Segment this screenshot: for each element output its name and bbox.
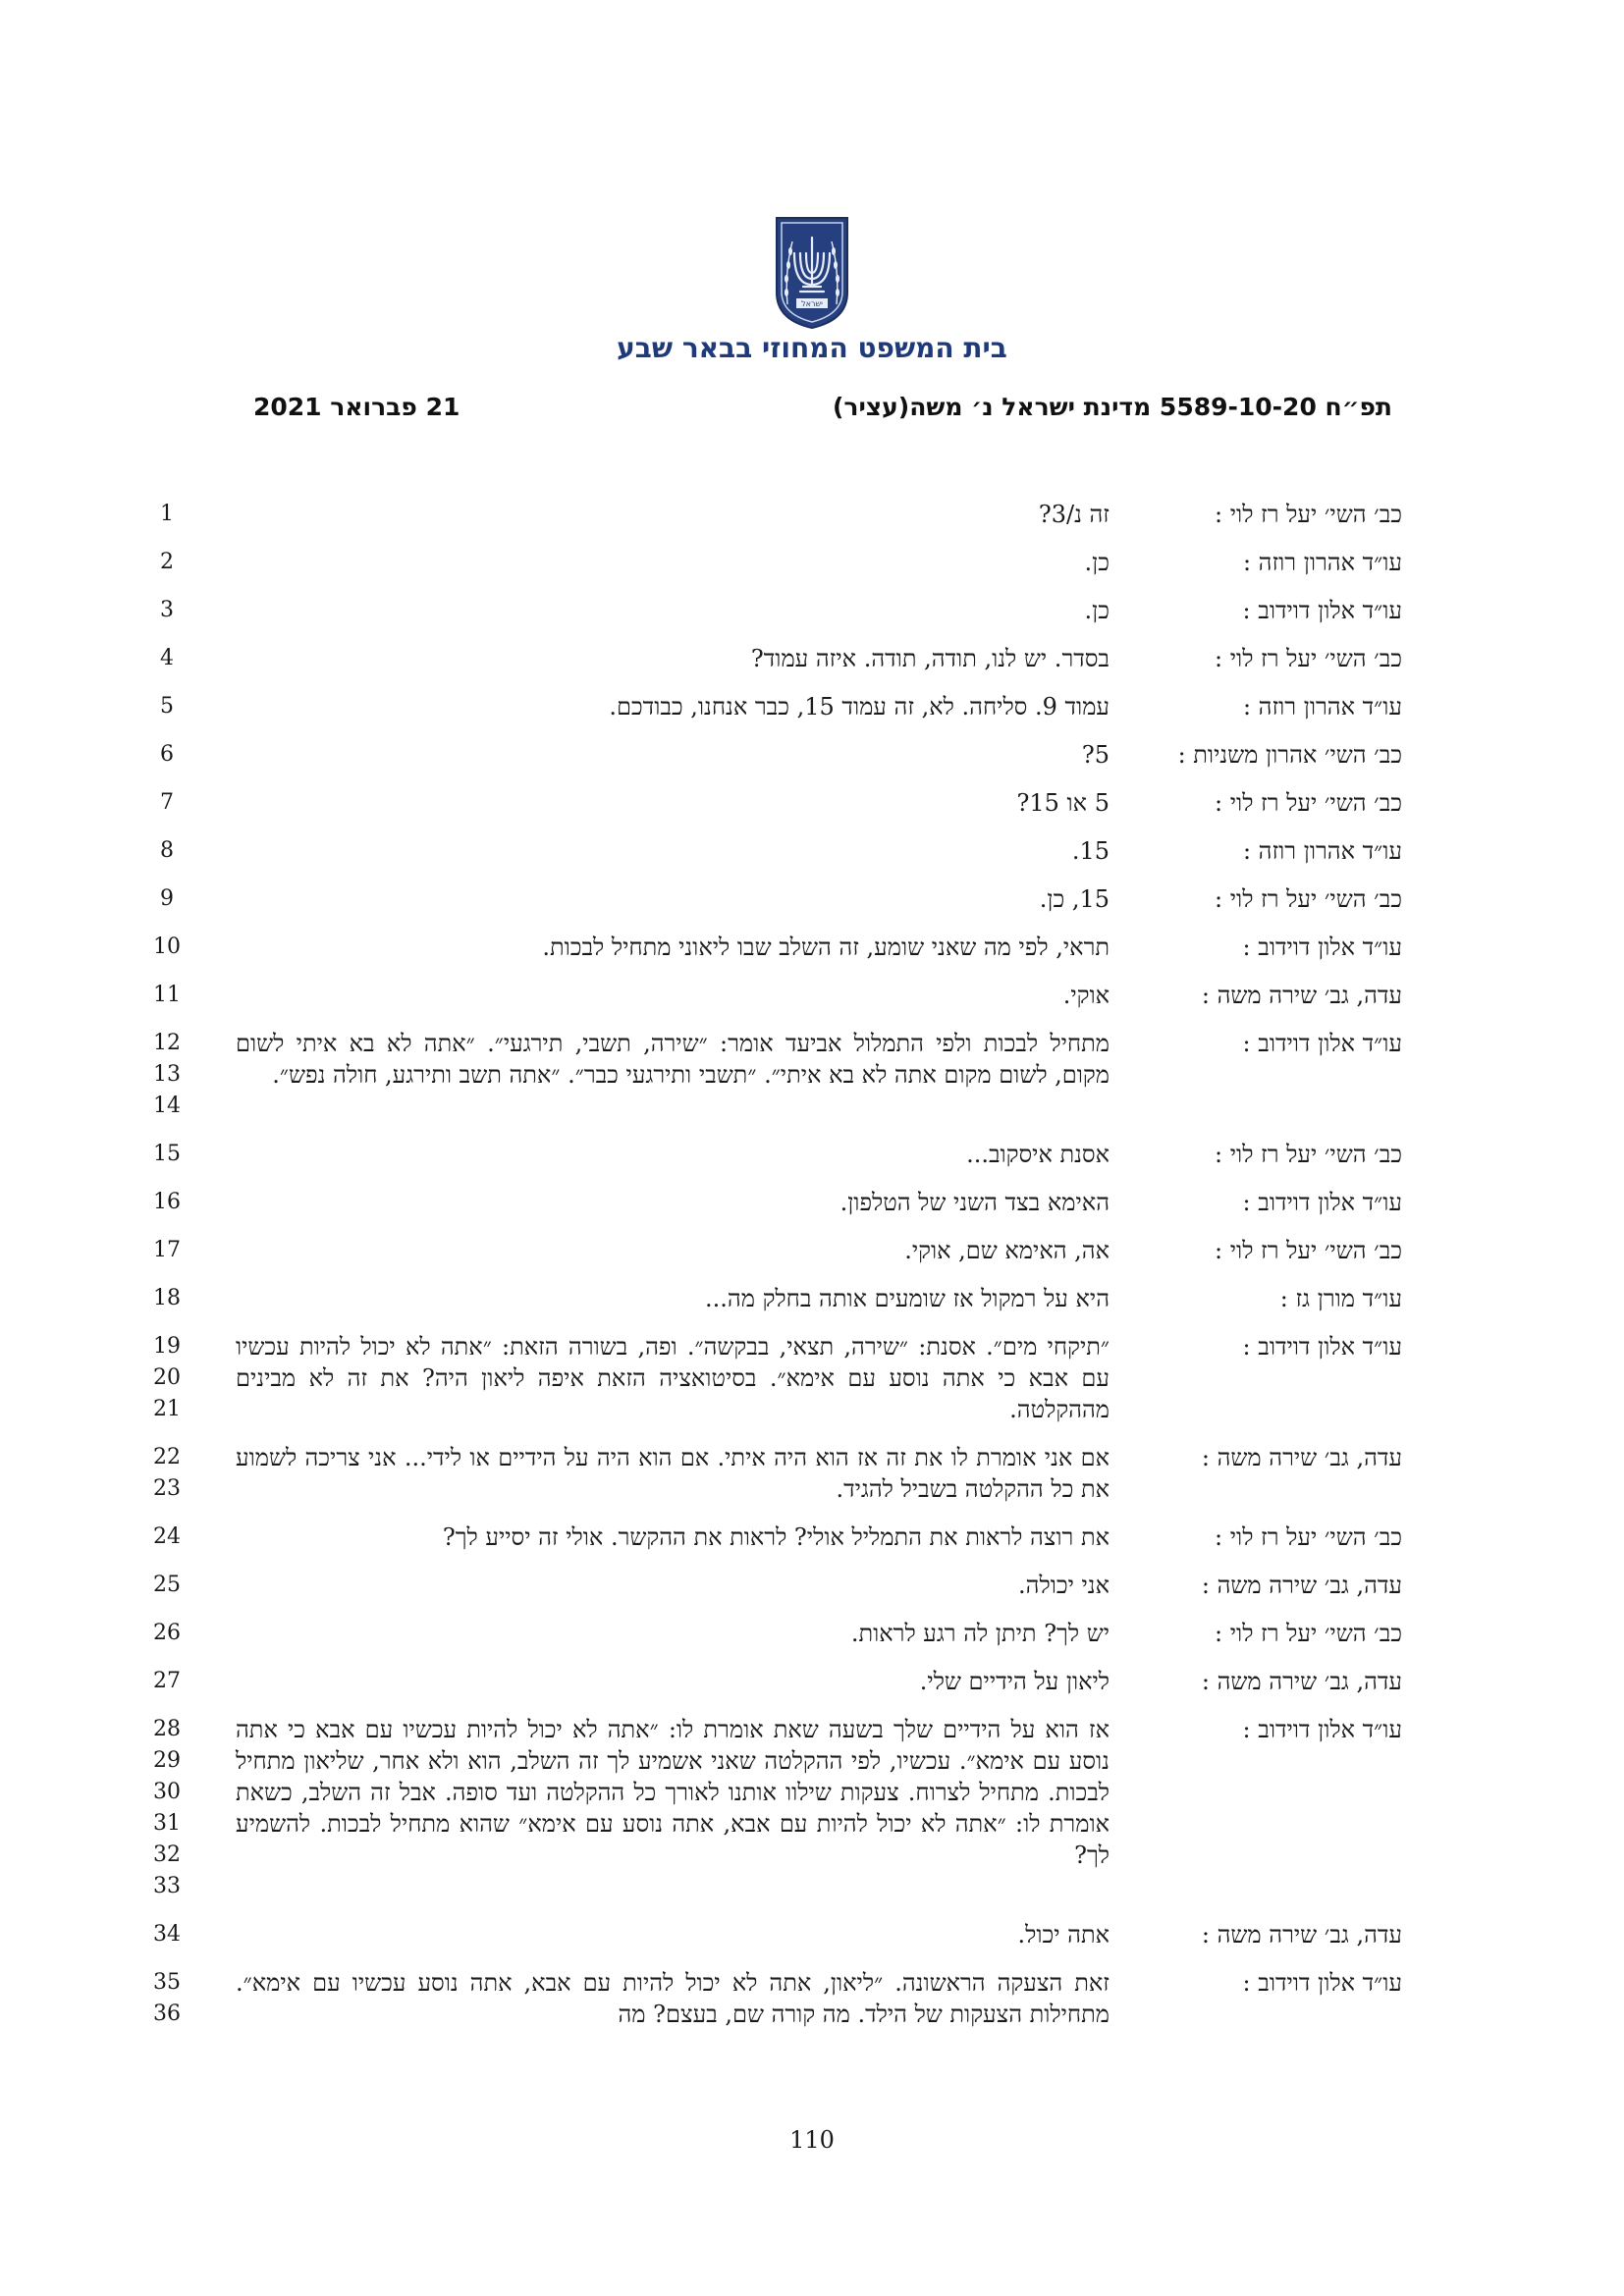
line-number: 20	[153, 1365, 181, 1390]
utterance-text: יש לך? תיתן לה רגע לראות.	[850, 1620, 1110, 1647]
transcript-entry	[0, 1522, 1624, 1553]
line-numbers	[147, 1442, 187, 1505]
line-numbers	[147, 1570, 187, 1601]
speaker-name: כב׳ השי׳ יעל רז לוי :	[1215, 645, 1402, 672]
speaker-name: כב׳ השי׳ יעל רז לוי :	[1215, 501, 1402, 528]
line-numbers	[147, 1139, 187, 1170]
line-numbers	[147, 499, 187, 530]
line-number: 35	[153, 1970, 181, 1995]
line-number: 12	[153, 1031, 181, 1055]
transcript-entry	[0, 499, 1624, 530]
utterance-text: 5?	[1081, 741, 1110, 769]
utterance-text: ליאון על הידיים שלי.	[919, 1668, 1110, 1695]
utterance-text: כן.	[1084, 597, 1110, 624]
speaker-name: עו״ד אלון דוידוב :	[1242, 1716, 1402, 1743]
line-number: 34	[153, 1922, 181, 1947]
utterance-text: זה נ/3?	[1038, 501, 1110, 528]
speaker-name: עדה, גב׳ שירה משה :	[1201, 1921, 1402, 1949]
speaker-name: עו״ד אלון דוידוב :	[1242, 1333, 1402, 1361]
transcript-entry	[0, 1714, 1624, 1902]
line-number: 36	[153, 2002, 181, 2026]
speaker-name: כב׳ השי׳ יעל רז לוי :	[1215, 885, 1402, 913]
speaker-name: כב׳ השי׳ יעל רז לוי :	[1215, 1141, 1402, 1168]
transcript-entry	[0, 932, 1624, 963]
transcript-entry	[0, 739, 1624, 771]
speaker-name: עדה, גב׳ שירה משה :	[1201, 1444, 1402, 1471]
transcript-entry	[0, 595, 1624, 626]
speaker-name: עו״ד אלון דוידוב :	[1242, 934, 1402, 961]
transcript-entry	[0, 787, 1624, 819]
utterance-text: כן.	[1084, 549, 1110, 576]
speaker-name: עדה, גב׳ שירה משה :	[1201, 1668, 1402, 1695]
line-number: 10	[153, 934, 181, 959]
line-number: 11	[153, 983, 181, 1007]
utterance-text: ״תיקחי מים״. אסנת: ״שירה, תצאי, בבקשה״. ופה, בשורה הזאת: ״אתה לא יכול להיות עכשיו עם אבא כי אתה נוסע עם אימא״. בסיטואציה הזאת איפה ליאון היה? את זה לא מבינים מההקלטה.	[236, 1333, 1110, 1423]
case-title: תפ״ח 5589-10-20 מדינת ישראל נ׳ משה(עציר)	[832, 393, 1392, 421]
line-numbers	[147, 739, 187, 771]
transcript-entry	[0, 980, 1624, 1011]
line-number: 8	[160, 838, 174, 863]
transcript-entry	[0, 1139, 1624, 1170]
transcript-entry	[0, 1283, 1624, 1314]
utterance-text: זאת הצעקה הראשונה. ״ליאון, אתה לא יכול להיות עם אבא, אתה נוסע עכשיו עם אימא״. מתחילות הצעקות של הילד. מה קורה שם, בעצם? מה	[236, 1969, 1110, 2028]
line-numbers	[147, 1919, 187, 1950]
line-numbers	[147, 691, 187, 722]
line-numbers	[147, 1028, 187, 1122]
line-numbers	[147, 1522, 187, 1553]
utterance-text: עמוד 9. סליחה. לא, זה עמוד 15, כבר אנחנו, כבודכם.	[609, 693, 1110, 721]
speaker-name: עדה, גב׳ שירה משה :	[1201, 1572, 1402, 1599]
utterance-text: האימא בצד השני של הטלפון.	[839, 1189, 1110, 1216]
utterance-text: היא על רמקול אז שומעים אותה בחלק מה...	[705, 1285, 1110, 1312]
line-number: 19	[153, 1334, 181, 1359]
line-number: 27	[153, 1669, 181, 1693]
line-numbers	[147, 1283, 187, 1314]
line-numbers	[147, 980, 187, 1011]
transcript-entry	[0, 883, 1624, 915]
transcript-entry	[0, 1442, 1624, 1505]
transcript-entry	[0, 1666, 1624, 1697]
court-name: בית המשפט המחוזי בבאר שבע	[617, 332, 1007, 364]
utterance-text: אוקי.	[1062, 982, 1110, 1009]
speaker-name: כב׳ השי׳ יעל רז לוי :	[1215, 1620, 1402, 1647]
transcript-entry	[0, 1235, 1624, 1266]
line-numbers	[147, 1618, 187, 1649]
speaker-name: כב׳ השי׳ יעל רז לוי :	[1215, 1237, 1402, 1264]
line-number: 31	[153, 1811, 181, 1836]
line-number: 9	[160, 886, 174, 911]
speaker-name: כב׳ השי׳ יעל רז לוי :	[1215, 1523, 1402, 1551]
hearing-date: 21 פברואר 2021	[253, 393, 460, 421]
transcript-entry	[0, 835, 1624, 867]
line-number: 30	[153, 1780, 181, 1804]
transcript-entry	[0, 1618, 1624, 1649]
line-numbers	[147, 1666, 187, 1697]
line-number: 5	[160, 694, 174, 719]
speaker-name: עו״ד אלון דוידוב :	[1242, 597, 1402, 624]
speaker-name: כב׳ השי׳ אהרון משניות :	[1177, 741, 1402, 769]
speaker-name: עו״ד מורן גז :	[1279, 1285, 1402, 1312]
line-numbers	[147, 1331, 187, 1425]
utterance-text: אה, האימא שם, אוקי.	[904, 1237, 1110, 1264]
line-numbers	[147, 595, 187, 626]
transcript-entry	[0, 1919, 1624, 1950]
line-number: 4	[160, 646, 174, 670]
line-number: 15	[153, 1142, 181, 1166]
line-number: 22	[153, 1445, 181, 1469]
line-number: 1	[160, 502, 174, 526]
speaker-name: עו״ד אהרון רוזה :	[1242, 549, 1402, 576]
line-number: 6	[160, 742, 174, 767]
transcript-entry	[0, 643, 1624, 674]
utterance-text: אם אני אומרת לו את זה אז הוא היה איתי. אם הוא היה על הידיים או לידי... אני צריכה לשמוע את כל ההקלטה בשביל להגיד.	[236, 1444, 1110, 1503]
line-numbers	[147, 835, 187, 867]
line-numbers	[147, 932, 187, 963]
utterance-text: 5 או 15?	[1016, 789, 1110, 817]
utterance-text: אסנת איסקוב...	[966, 1141, 1110, 1168]
line-number: 16	[153, 1190, 181, 1214]
transcript-entry	[0, 691, 1624, 722]
line-number: 18	[153, 1286, 181, 1310]
speaker-name: עו״ד אהרון רוזה :	[1242, 693, 1402, 721]
transcript-entry	[0, 1967, 1624, 2030]
line-number: 21	[153, 1397, 181, 1421]
line-number: 13	[153, 1062, 181, 1087]
page-number: 110	[789, 2126, 835, 2154]
line-number: 33	[153, 1874, 181, 1898]
utterance-text: תראי, לפי מה שאני שומע, זה השלב שבו ליאוני מתחיל לבכות.	[542, 934, 1110, 961]
line-number: 28	[153, 1717, 181, 1741]
utterance-text: 15.	[1071, 837, 1110, 865]
transcript-entry	[0, 1570, 1624, 1601]
line-numbers	[147, 643, 187, 674]
line-numbers	[147, 1187, 187, 1218]
state-emblem-icon	[773, 214, 851, 330]
line-numbers	[147, 787, 187, 819]
line-number: 26	[153, 1621, 181, 1645]
utterance-text: את רוצה לראות את התמליל אולי? לראות את ההקשר. אולי זה יסייע לך?	[442, 1523, 1110, 1551]
transcript-entry	[0, 1187, 1624, 1218]
line-number: 23	[153, 1476, 181, 1501]
speaker-name: עדה, גב׳ שירה משה :	[1201, 982, 1402, 1009]
transcript-entry	[0, 547, 1624, 578]
speaker-name: עו״ד אהרון רוזה :	[1242, 837, 1402, 865]
line-number: 14	[153, 1094, 181, 1118]
line-numbers	[147, 1714, 187, 1902]
line-number: 7	[160, 790, 174, 815]
utterance-text: בסדר. יש לנו, תודה, תודה. איזה עמוד?	[750, 645, 1110, 672]
line-number: 25	[153, 1573, 181, 1597]
utterance-text: אני יכולה.	[1018, 1572, 1110, 1599]
speaker-name: עו״ד אלון דוידוב :	[1242, 1030, 1402, 1057]
utterance-text: מתחיל לבכות ולפי התמלול אביעד אומר: ״שירה, תשבי, תירגעי״. ״אתה לא בא איתי לשום מקום, לשום מקום אתה לא בא איתי״. ״תשבי ותירגעי כבר״. ״אתה תשב ותירגע, חולה נפש״.	[236, 1030, 1110, 1089]
speaker-name: עו״ד אלון דוידוב :	[1242, 1189, 1402, 1216]
line-numbers	[147, 547, 187, 578]
line-number: 24	[153, 1524, 181, 1549]
line-numbers	[147, 883, 187, 915]
speaker-name: כב׳ השי׳ יעל רז לוי :	[1215, 789, 1402, 817]
line-number: 3	[160, 598, 174, 622]
line-number: 29	[153, 1748, 181, 1773]
emblem-text: ישראל	[801, 299, 823, 308]
line-number: 32	[153, 1842, 181, 1867]
transcript-entry	[0, 1028, 1624, 1122]
speaker-name: עו״ד אלון דוידוב :	[1242, 1969, 1402, 1997]
utterance-text: אתה יכול.	[1017, 1921, 1110, 1949]
line-numbers	[147, 1967, 187, 2030]
line-number: 17	[153, 1238, 181, 1262]
transcript-entry	[0, 1331, 1624, 1425]
utterance-text: אז הוא על הידיים שלך בשעה שאת אומרת לו: ״אתה לא יכול להיות עכשיו עם אבא כי אתה נוסע עם אימא״. עכשיו, לפי ההקלטה שאני אשמיע לך זה השלב, הוא ולא אחר, שליאון מתחיל לבכות. מתחיל לצרוח. צעקות שילוו אותנו לאורך כל ההקלטה ועד סופה. אבל זה השלב, כשאת אומרת לו: ״אתה לא יכול להיות עם אבא, אתה נוסע עם אימא״ שהוא מתחיל לבכות. להשמיע לך?	[236, 1716, 1110, 1869]
line-number: 2	[160, 550, 174, 574]
utterance-text: 15, כן.	[1039, 885, 1110, 913]
line-numbers	[147, 1235, 187, 1266]
